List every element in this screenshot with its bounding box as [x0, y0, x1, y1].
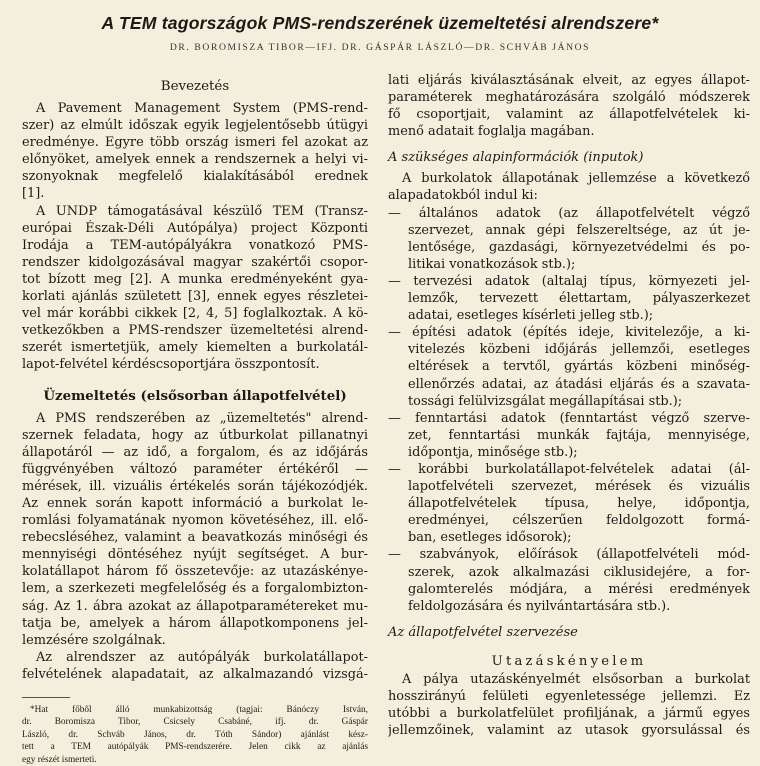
text-line: lapot-felvétel kérdéscsoportjára összpontosít. — [22, 357, 320, 373]
text-line: vel már korábbi cikkek [2, 4, 5] foglalkoztak. A kö- — [22, 306, 368, 322]
section-heading-operation: Üzemeltetés (elsősorban állapotfelvétel) — [43, 387, 347, 404]
text-line: Az ennek során kapott információ a burkolat le- — [22, 495, 368, 511]
text-line: [1]. — [22, 186, 45, 202]
text-line: tot bízott meg [2]. A munka eredményeként gya- — [22, 271, 368, 287]
text-line: zet, fenntartási munkák fajtája, mennyisége, — [408, 427, 750, 443]
text-line: — szabványok, előírások (állapotfelvételi mód- — [388, 547, 750, 563]
text-line: ban, esetleges idősorok); — [408, 530, 572, 546]
text-line: László, dr. Schváb János, dr. Tóth Sándor) ajánlást kész- — [22, 729, 368, 740]
text-line: szer) az elmúlt időszak egyik legjelentősebb útügyi — [22, 118, 368, 134]
text-line: vitelezés közbeni időjárás jellemzői, esetleges — [408, 342, 750, 358]
text-line: litikai vonatkozások stb.); — [408, 256, 576, 272]
paragraph-operation-1 — [22, 410, 368, 649]
list-item — [388, 410, 750, 461]
text-line: *Hat főből álló munkabizottság (tagjai: Bánóczy István, — [30, 705, 368, 715]
article-title: A TEM tagországok PMS-rendszerének üzemeltetési alrendszere* — [101, 13, 659, 33]
text-line: A Pavement Management System (PMS-rend- — [36, 101, 368, 116]
text-line: Az alrendszer az autópályák burkolatállapot- — [36, 649, 368, 665]
text-line: menő adatait foglalja magában. — [388, 124, 595, 140]
paragraph-inputs-intro — [388, 170, 750, 204]
paragraph-intro-1 — [22, 100, 368, 203]
text-line: lapotfelvételi szervezet, mérések és vizuális — [408, 479, 750, 495]
authors-line: DR. BOROMISZA TIBOR—IFJ. DR. GÁSPÁR LÁSZLÓ—DR. SCHVÁB JÁNOS — [169, 42, 591, 53]
text-line: — korábbi burkolatállapot-felvételek adatai (ál- — [388, 461, 750, 477]
text-line: adatai, esetleges kísérleti jelleg stb.); — [408, 308, 654, 324]
text-line: tatja be, amelyek a három állapotkomponens jel- — [22, 615, 368, 631]
text-line: alapadatokból indul ki: — [388, 188, 538, 204]
text-line: szerek, azok alkalmazási ciklusidejére, a for- — [408, 564, 750, 580]
text-line: utóbbi a burkolatfelület profiljának, a jármű egyes — [388, 706, 750, 721]
list-item — [388, 324, 750, 409]
text-line: tett a TEM autópályák PMS-rendszerére. Jelen cikk az ajánlás — [22, 742, 368, 753]
text-line: rendszer kidolgozásával magyar szakértői csopor- — [22, 254, 368, 270]
text-line: — tervezési adatok (altalaj típus, környezeti jel- — [388, 273, 750, 289]
text-line: szernek feladata, hogy az útburkolat pillanatnyi — [22, 427, 368, 443]
section-heading-intro: Bevezetés — [160, 79, 230, 94]
text-line: lem, a szerkezeti megfelelőség és a forgalombizton- — [22, 581, 368, 597]
text-line: ellenőrzés adatai, az átadási eljárás és a szavata- — [408, 376, 750, 392]
text-line: mennyiségi döntéséhez nyújt segítséget. A bur- — [22, 547, 368, 563]
text-line: kolatállapot három fő összetevője: az utazáskénye- — [22, 564, 368, 580]
text-line: mérések, ill. vizuális értékelés során tájékozódjék. — [22, 478, 368, 494]
text-line: A burkolatok állapotának jellemzése a következő — [402, 171, 750, 187]
text-line: — általános adatok (az állapotfelvételt végző — [388, 205, 750, 221]
text-line: korlati ajánlás született [3], ennek egyes részletei- — [22, 289, 368, 305]
text-line: feldolgozására és nyilvántartására stb.). — [408, 598, 671, 614]
text-line: rebecsléséhez, valamint a beavatkozás minőségi és — [22, 530, 368, 546]
text-line: lemzésére szolgálnak. — [22, 632, 166, 648]
text-line: eltérések a tervtől, gyártás közbeni minőség- — [408, 359, 750, 375]
text-line: eredményei, célszerűen feldolgozott formá- — [408, 513, 750, 529]
text-line: lati eljárás kiválasztásának elveit, az egyes állapot- — [388, 73, 750, 88]
paragraph-comfort — [388, 671, 750, 739]
list-item — [388, 546, 750, 614]
text-line: egy részét ismerteti. — [22, 754, 97, 765]
text-line: paraméterek meghatározására szolgáló módszerek — [388, 90, 750, 106]
text-line: vetkezőkben a PMS-rendszer üzemeltetési alrend- — [22, 323, 368, 339]
paragraph-operation-2 — [22, 649, 368, 683]
text-line: A pálya utazáskényelmét elsősorban a burkolat — [402, 671, 750, 687]
text-line: fő csoportjait, valamint az állapotfelvételek ki- — [388, 107, 750, 123]
text-line: galomterelés módjára, a mérési eredmények — [408, 581, 750, 597]
list-item — [388, 461, 750, 546]
text-line: állapotáról — az idő, a forgalom, és az időjárás — [22, 444, 368, 460]
text-line: szervezet, annak gépi felszereltsége, az út je- — [408, 222, 750, 238]
text-line: állapotfelvételek típusa, helye, időpontja, — [408, 496, 750, 512]
section-heading-inputs: A szükséges alapinformációk (inputok) — [388, 150, 644, 166]
text-line: eredménye. Egyre több ország ismeri fel azokat az — [22, 135, 368, 151]
text-line: időpontja, minősége stb.); — [408, 444, 578, 460]
text-line: lemzők, tervezett élettartam, pályaszerkezet — [408, 291, 750, 307]
list-item — [388, 273, 750, 324]
text-line: Irodája a TEM-autópályákra vonatkozó PMS- — [22, 237, 368, 253]
text-line: függvényében változó paraméter értékéről — — [22, 461, 368, 477]
right-column — [388, 72, 750, 739]
text-line: jellemzőinek, valamint az utasok gyorsulással és — [388, 723, 750, 739]
section-heading-organization: Az állapotfelvétel szervezése — [388, 624, 578, 640]
footnote — [22, 704, 368, 766]
text-line: A PMS rendszerében az „üzemeltetés" alrend- — [36, 410, 368, 426]
text-line: romlási folyamatának nyomon követéséhez, ill. elő- — [22, 513, 368, 529]
input-list — [388, 205, 750, 615]
subsection-heading-comfort: Utazáskényelem — [491, 653, 647, 669]
text-line: szonyoknak megfelelő kialakításából erednek — [22, 169, 368, 185]
footnote-rule — [22, 697, 70, 698]
text-line: európai Észak-Déli Autópálya) project Központi — [22, 220, 368, 236]
text-line: előnyöket, amelyek ennek a rendszernek a helyi vi- — [22, 152, 368, 168]
text-line: tossági felülvizsgálat megállapításai stb.); — [408, 393, 683, 409]
text-line: szerét ismertetjük, amely kiemelten a burkolatál- — [22, 340, 368, 356]
paragraph-intro-2 — [22, 203, 368, 374]
text-line: felvételének alapadatait, az alkalmazandó vizsgá- — [22, 666, 368, 682]
left-column — [22, 72, 368, 766]
text-line: lentősége, gazdasági, környezetvédelmi és po- — [408, 239, 750, 255]
paragraph-continued — [388, 72, 750, 140]
text-line: A UNDP támogatásával készülő TEM (Transz- — [36, 203, 368, 219]
text-line: — építési adatok (építés ideje, kivitelezője, a ki- — [388, 325, 750, 341]
list-item — [388, 205, 750, 273]
text-line: hosszirányú felületi egyenletessége jellemzi. Ez — [388, 688, 750, 704]
text-line: ság. Az 1. ábra azokat az állapotparamétereket mu- — [22, 598, 368, 614]
text-line: — fenntartási adatok (fenntartást végző szerve- — [388, 410, 750, 426]
text-line: dr. Boromisza Tibor, Csicsely Csabáné, ifj. dr. Gáspár — [22, 717, 368, 728]
